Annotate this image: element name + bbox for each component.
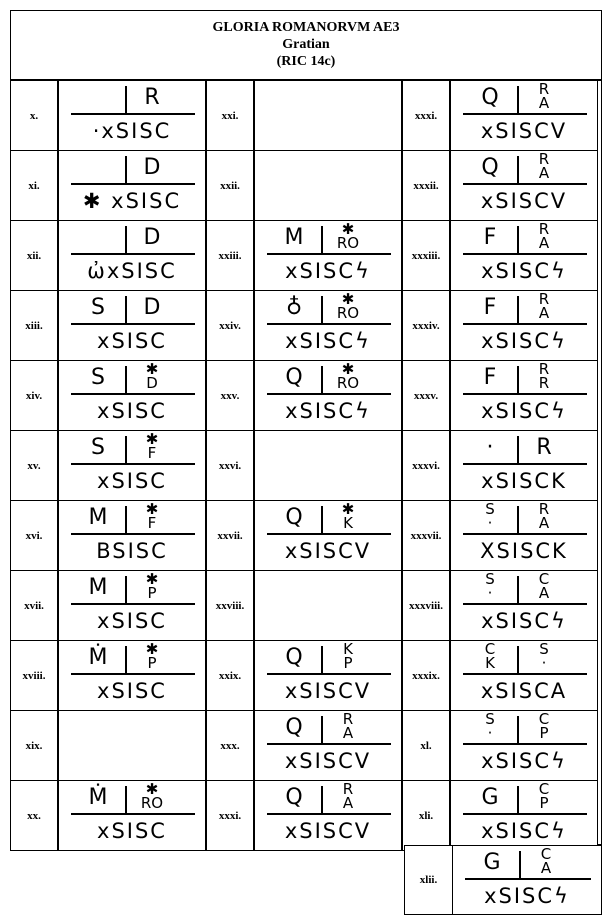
exergue-mintmark: xSISCK — [481, 469, 567, 493]
row-number: xiv. — [10, 360, 58, 431]
right-field-mark: ✱ K — [341, 500, 355, 532]
field-divider — [125, 86, 127, 113]
row-number: xxxv. — [402, 360, 450, 431]
exergue-line — [463, 813, 587, 815]
mintmark-cell — [254, 150, 402, 221]
row-number: xxxvi. — [402, 430, 450, 501]
exergue-mintmark: xSISC — [97, 819, 167, 843]
row-number: xxiii. — [206, 220, 254, 291]
exergue-mintmark: xSISC — [97, 609, 167, 633]
left-field-mark: S · — [485, 570, 495, 602]
right-field-mark: S · — [539, 640, 549, 672]
left-field-mark: Q — [285, 505, 303, 530]
left-field-mark: G — [483, 850, 501, 875]
exergue-line — [71, 323, 195, 325]
right-field-mark: ✱ RO — [336, 290, 360, 322]
row-number: xix. — [10, 710, 58, 781]
left-field-mark: G — [481, 785, 499, 810]
exergue-line — [267, 673, 391, 675]
field-divider — [125, 156, 127, 183]
left-field-mark: C K — [484, 640, 496, 672]
row-number: xviii. — [10, 640, 58, 711]
row-number: xxxix. — [402, 640, 450, 711]
exergue-line — [463, 253, 587, 255]
field-divider — [125, 506, 127, 533]
exergue-mintmark: xSISCϟ — [481, 609, 567, 633]
left-field-mark: S — [91, 435, 105, 460]
exergue-line — [71, 113, 195, 115]
mintmark-cell — [58, 150, 206, 221]
left-field-mark: S — [91, 365, 105, 390]
row-number: xl. — [402, 710, 450, 781]
row-number: xvi. — [10, 500, 58, 571]
exergue-mintmark: xSISCϟ — [481, 329, 567, 353]
field-divider — [125, 646, 127, 673]
mintmark-cell — [254, 360, 402, 431]
right-field-mark: ✱ D — [145, 360, 159, 392]
exergue-line — [71, 533, 195, 535]
title-line-3: (RIC 14c) — [276, 54, 336, 69]
right-field-mark: D — [143, 295, 161, 320]
mintmark-cell — [254, 500, 402, 571]
field-divider — [321, 506, 323, 533]
mintmark-cell — [254, 430, 402, 501]
row-number: xxxviii. — [402, 570, 450, 641]
field-divider — [517, 506, 519, 533]
exergue-line — [267, 533, 391, 535]
exergue-line — [463, 323, 587, 325]
field-divider — [125, 296, 127, 323]
field-divider — [125, 786, 127, 813]
left-field-mark: F — [483, 295, 497, 320]
exergue-mintmark: ὠxSISC — [87, 259, 177, 283]
right-field-mark: ✱ F — [145, 500, 159, 532]
exergue-line — [71, 813, 195, 815]
left-field-mark: F — [483, 225, 497, 250]
row-number: xx. — [10, 780, 58, 851]
field-divider — [125, 436, 127, 463]
mintmark-cell — [254, 780, 402, 851]
mintmark-cell — [254, 570, 402, 641]
row-number: x. — [10, 80, 58, 151]
field-divider — [321, 716, 323, 743]
exergue-mintmark: ·xSISC — [92, 119, 172, 143]
field-divider — [517, 786, 519, 813]
row-number: xvii. — [10, 570, 58, 641]
row-number: xxvi. — [206, 430, 254, 501]
field-divider — [517, 436, 519, 463]
mintmark-cell — [450, 500, 598, 571]
right-field-mark: R A — [538, 500, 550, 532]
exergue-mintmark: xSISCϟ — [285, 329, 371, 353]
field-divider — [517, 716, 519, 743]
row-number: xxvii. — [206, 500, 254, 571]
row-number: xxxiv. — [402, 290, 450, 361]
exergue-mintmark: XSISCK — [480, 539, 568, 563]
right-field-mark: ✱ RO — [336, 360, 360, 392]
field-divider — [517, 86, 519, 113]
exergue-line — [463, 113, 587, 115]
right-field-mark: D — [143, 155, 161, 180]
mintmark-cell — [58, 360, 206, 431]
left-field-mark: S · — [485, 710, 495, 742]
row-number: xxix. — [206, 640, 254, 711]
mintmark-cell — [254, 220, 402, 291]
mintmark-cell — [58, 710, 206, 781]
left-field-mark: Q — [481, 85, 499, 110]
exergue-mintmark: xSISCV — [480, 189, 568, 213]
exergue-mintmark: xSISCϟ — [285, 399, 371, 423]
right-field-mark: C P — [538, 710, 550, 742]
exergue-mintmark: xSISCV — [284, 749, 372, 773]
exergue-line — [71, 183, 195, 185]
row-number: xv. — [10, 430, 58, 501]
mintmark-cell — [450, 290, 598, 361]
left-field-mark: M — [88, 505, 108, 530]
row-number: xxxii. — [402, 150, 450, 221]
mintmark-cell — [58, 220, 206, 291]
right-field-mark: R R — [538, 360, 550, 392]
exergue-mintmark: xSISCϟ — [481, 259, 567, 283]
row-number: xxv. — [206, 360, 254, 431]
right-field-mark: R A — [538, 150, 550, 182]
right-field-mark: C P — [538, 780, 550, 812]
row-number: xlii. — [404, 845, 453, 915]
field-divider — [517, 646, 519, 673]
left-field-mark: · — [486, 435, 494, 460]
exergue-line — [71, 603, 195, 605]
exergue-mintmark: xSISCϟ — [481, 749, 567, 773]
exergue-line — [267, 743, 391, 745]
exergue-mintmark: BSISC — [96, 539, 168, 563]
left-field-mark: M — [88, 575, 108, 600]
row-number: xxxi. — [206, 780, 254, 851]
exergue-line — [267, 393, 391, 395]
mintmark-cell — [58, 570, 206, 641]
field-divider — [321, 296, 323, 323]
exergue-line — [463, 183, 587, 185]
left-field-mark: S — [91, 295, 105, 320]
mintmark-cell — [254, 80, 402, 151]
mintmark-cell — [58, 290, 206, 361]
row-number: xli. — [402, 780, 450, 851]
exergue-mintmark: xSISCA — [480, 679, 568, 703]
exergue-mintmark: xSISC — [97, 329, 167, 353]
exergue-line — [71, 463, 195, 465]
mintmark-cell — [452, 845, 602, 915]
right-field-mark: ✱ RO — [336, 220, 360, 252]
left-field-mark: S · — [485, 500, 495, 532]
right-field-mark: R — [536, 435, 552, 460]
mintmark-cell — [450, 780, 598, 851]
left-field-mark: Q — [285, 785, 303, 810]
left-field-mark: M — [284, 225, 304, 250]
exergue-mintmark: xSISCϟ — [481, 399, 567, 423]
exergue-mintmark: xSISCV — [284, 819, 372, 843]
right-field-mark: R A — [538, 80, 550, 112]
mintmark-cell — [58, 80, 206, 151]
exergue-line — [71, 253, 195, 255]
exergue-mintmark: xSISC — [97, 469, 167, 493]
exergue-line — [267, 813, 391, 815]
right-field-mark: R A — [538, 290, 550, 322]
exergue-line — [463, 743, 587, 745]
field-divider — [517, 576, 519, 603]
row-number: xi. — [10, 150, 58, 221]
exergue-line — [71, 673, 195, 675]
table-title — [10, 10, 602, 80]
row-number: xii. — [10, 220, 58, 291]
mintmark-cell — [450, 80, 598, 151]
right-field-mark: R A — [538, 220, 550, 252]
field-divider — [321, 786, 323, 813]
field-divider — [125, 226, 127, 253]
field-divider — [517, 366, 519, 393]
exergue-mintmark: xSISCϟ — [481, 819, 567, 843]
mintmark-cell — [58, 430, 206, 501]
exergue-line — [71, 393, 195, 395]
row-number: xxxiii. — [402, 220, 450, 291]
field-divider — [519, 851, 521, 878]
mintmark-cell — [450, 360, 598, 431]
exergue-line — [267, 253, 391, 255]
left-field-mark: Ṁ — [88, 645, 108, 670]
mintmark-cell — [450, 220, 598, 291]
exergue-line — [267, 323, 391, 325]
mintmark-cell — [254, 290, 402, 361]
field-divider — [321, 366, 323, 393]
row-number: xxviii. — [206, 570, 254, 641]
exergue-mintmark: xSISC — [97, 399, 167, 423]
row-number: xxxvii. — [402, 500, 450, 571]
exergue-line — [463, 393, 587, 395]
row-number: xxi. — [206, 80, 254, 151]
right-field-mark: ✱ RO — [140, 780, 164, 812]
right-field-mark: ✱ P — [145, 570, 159, 602]
title-line-1: GLORIA ROMANORVM AE3 — [212, 20, 400, 35]
mintmark-table — [10, 80, 602, 845]
mintmark-cell — [450, 640, 598, 711]
right-field-mark: K P — [343, 640, 353, 672]
exergue-mintmark: xSISCϟ — [285, 259, 371, 283]
right-field-mark: R — [144, 85, 160, 110]
left-field-mark: Q — [285, 715, 303, 740]
exergue-line — [465, 878, 591, 880]
mintmark-cell — [450, 570, 598, 641]
right-field-mark: C A — [538, 570, 550, 602]
exergue-mintmark: xSISCV — [284, 539, 372, 563]
mintmark-cell — [254, 640, 402, 711]
field-divider — [517, 226, 519, 253]
exergue-mintmark: xSISCV — [480, 119, 568, 143]
exergue-mintmark: xSISCV — [284, 679, 372, 703]
mintmark-cell — [450, 430, 598, 501]
right-field-mark: ✱ F — [145, 430, 159, 462]
right-field-mark: ✱ P — [145, 640, 159, 672]
row-number: xiii. — [10, 290, 58, 361]
mintmark-cell — [58, 780, 206, 851]
row-number: xxxi. — [402, 80, 450, 151]
left-field-mark: F — [483, 365, 497, 390]
field-divider — [125, 366, 127, 393]
row-number: xxx. — [206, 710, 254, 781]
mintmark-cell — [58, 640, 206, 711]
field-divider — [321, 646, 323, 673]
exergue-mintmark: ✱ xSISC — [82, 189, 182, 213]
row-number: xxiv. — [206, 290, 254, 361]
field-divider — [125, 576, 127, 603]
field-divider — [321, 226, 323, 253]
mintmark-cell — [450, 150, 598, 221]
left-field-mark: Q — [481, 155, 499, 180]
mintmark-cell — [58, 500, 206, 571]
mintmark-cell — [450, 710, 598, 781]
right-field-mark: R A — [342, 710, 354, 742]
exergue-mintmark: xSISC — [97, 679, 167, 703]
field-divider — [517, 156, 519, 183]
exergue-line — [463, 463, 587, 465]
right-field-mark: R A — [342, 780, 354, 812]
left-field-mark: Q — [285, 365, 303, 390]
left-field-mark: ♁ — [285, 295, 303, 320]
exergue-line — [463, 673, 587, 675]
row-number: xxii. — [206, 150, 254, 221]
field-divider — [517, 296, 519, 323]
right-field-mark: D — [143, 225, 161, 250]
exergue-line — [463, 533, 587, 535]
mintmark-cell — [254, 710, 402, 781]
left-field-mark: Q — [285, 645, 303, 670]
exergue-mintmark: xSISCϟ — [484, 884, 570, 908]
exergue-line — [463, 603, 587, 605]
title-line-2: Gratian — [282, 37, 330, 52]
left-field-mark: Ṁ — [88, 785, 108, 810]
right-field-mark: C A — [540, 845, 552, 877]
